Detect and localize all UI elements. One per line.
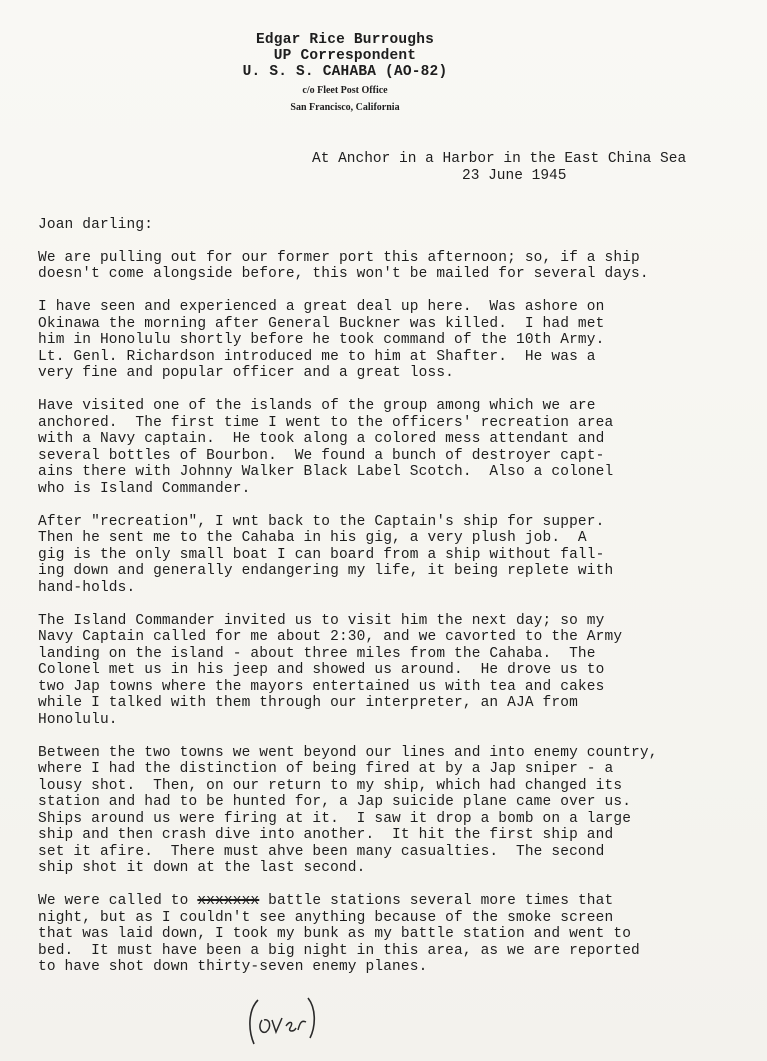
line-text: We were called to — [38, 893, 198, 909]
salutation: Joan darling: — [38, 217, 154, 233]
paragraph-line: that was laid down, I took my bunk as my battle station and went to — [38, 926, 632, 942]
paragraph — [38, 514, 758, 597]
paragraph-line: him in Honolulu shortly before he took command of the 10th Army. — [38, 332, 605, 348]
paragraph-line: gig is the only small boat I can board from a ship without fall- — [38, 546, 605, 563]
paragraph-line: Colonel met us in his jeep and showed us around. He drove us to — [38, 662, 605, 678]
paragraph-line: doesn't come alongside before, this won't be mailed for several days. — [38, 266, 649, 282]
paragraph — [38, 250, 758, 283]
paragraph-line: to have shot down thirty-seven enemy planes. — [38, 959, 428, 975]
paragraph-line: ing down and generally endangering my life, it being replete with — [38, 563, 614, 579]
handwriting-icon — [244, 990, 324, 1050]
paragraph-line: After "recreation", I wnt back to the Captain's ship for supper. — [38, 513, 605, 530]
letterhead — [200, 32, 490, 115]
letterhead-address1: c/o Fleet Post Office — [302, 85, 388, 96]
paragraph-line: several bottles of Bourbon. We found a bunch of destroyer capt- — [38, 447, 605, 464]
paragraph-line: hand-holds. — [38, 579, 136, 596]
paragraph-line: landing on the island - about three miles from the Cahaba. The — [38, 645, 596, 662]
paragraphs — [38, 250, 758, 877]
letterhead-ship: U. S. S. CAHABA (AO-82) — [242, 64, 448, 80]
paragraph-line: Have visited one of the islands of the group among which we are — [38, 398, 596, 414]
paragraph-line: The Island Commander invited us to visit him the next day; so my — [38, 612, 605, 629]
dateline — [300, 151, 750, 185]
paragraph — [38, 398, 758, 497]
letterhead-address2: San Francisco, California — [290, 102, 400, 113]
paragraph-line: lousy shot. Then, on our return to my ship, which had changed its — [38, 777, 623, 794]
paragraph-line: Then he sent me to the Cahaba in his gig, a very plush job. A — [38, 530, 587, 546]
paragraph — [38, 613, 758, 729]
paragraph-line: Okinawa the morning after General Buckner was killed. I had met — [38, 315, 605, 332]
paragraph-line: night, but as I couldn't see anything because of the smoke screen — [38, 909, 614, 926]
paragraph-line: ship shot it down at the last second. — [38, 860, 366, 876]
paragraph-line: set it afire. There must ahve been many casualties. The second — [38, 843, 605, 860]
paragraph-line: Navy Captain called for me about 2:30, and we cavorted to the Army — [38, 629, 623, 645]
dateline-place: At Anchor in a Harbor in the East China Sea — [312, 151, 687, 167]
letterhead-title: UP Correspondent — [273, 48, 417, 64]
paragraph-rest — [38, 910, 758, 976]
paragraph-line: two Jap towns where the mayors entertained us with tea and cakes — [38, 678, 605, 695]
letter-body — [38, 217, 758, 992]
paragraph-line: where I had the distinction of being fired at by a Jap sniper - a — [38, 761, 614, 777]
paragraph-line: very fine and popular officer and a great loss. — [38, 365, 455, 381]
line-text: battle stations several more times that — [259, 893, 614, 909]
paragraph-line: bed. It must have been a big night in this area, as we are reported — [38, 942, 640, 959]
handwritten-over-note — [244, 990, 324, 1050]
paragraph-line: while I talked with them through our interpreter, an AJA from — [38, 695, 578, 711]
paragraph-line: We are pulling out for our former port this afternoon; so, if a ship — [38, 249, 640, 266]
paragraph-line — [38, 893, 758, 910]
letterhead-name: Edgar Rice Burroughs — [255, 32, 435, 48]
paragraph — [38, 299, 758, 382]
paragraph-line: with a Navy captain. He took along a colored mess attendant and — [38, 431, 605, 447]
paragraph — [38, 745, 758, 877]
paragraph-last — [38, 893, 758, 976]
paragraph-line: who is Island Commander. — [38, 480, 251, 497]
paragraph-line: ains there with Johnny Walker Black Label Scotch. Also a colonel — [38, 464, 614, 480]
paragraph-line: Honolulu. — [38, 711, 118, 728]
dateline-date: 23 June 1945 — [462, 168, 567, 184]
struck-text: xxxxxxx — [197, 893, 260, 909]
paragraph-line: I have seen and experienced a great deal up here. Was ashore on — [38, 299, 605, 315]
paragraph-line: Between the two towns we went beyond our lines and into enemy country, — [38, 744, 658, 761]
paragraph-line: ship and then crash dive into another. It hit the first ship and — [38, 827, 614, 843]
paragraph-line: Ships around us were firing at it. I saw it drop a bomb on a large — [38, 810, 632, 827]
paragraph-line: station and had to be hunted for, a Jap suicide plane came over us. — [38, 794, 632, 810]
paragraph-line: anchored. The first time I went to the officers' recreation area — [38, 414, 614, 431]
paragraph-line: Lt. Genl. Richardson introduced me to him at Shafter. He was a — [38, 348, 596, 365]
